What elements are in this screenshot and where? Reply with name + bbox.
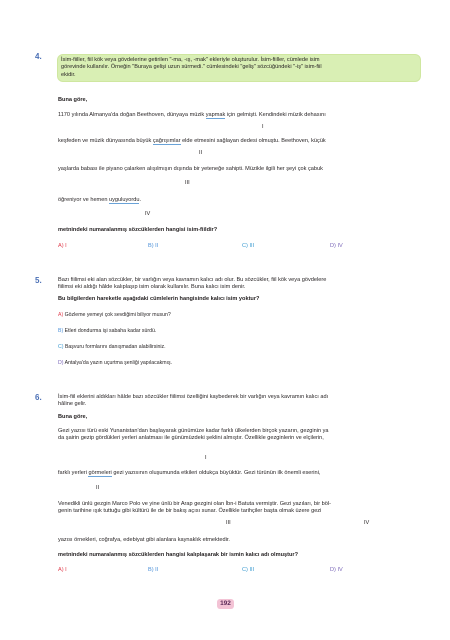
choice-b[interactable]: B) Etleri dondurma işi sabaha kadar sürdü. [58,328,157,334]
passage-block: Venedikli ünlü gezgin Marco Polo ve yine ünlü bir Arap gezgini olan İbn-i Batuta vermiştir. Gezi yazıları, bir böl- genin tarihine ışık tuttuğu gibi kültürü ile de bir bakış açısı sunar. Özellikle tarihçiler başta olmak üzere gezi [58,501,331,515]
info-text: görevinde kullanılır. Örneğin "Buraya gelişi uzun sürmedi." cümlesindeki "geliş" sözcüğündeki "-iş" isim-fiil [61,64,322,71]
passage-line: yazısı örnekleri, coğrafya, edebiyat gibi alanlara kaynaklık etmektedir. [58,537,230,543]
option-b[interactable]: B) II [148,243,159,249]
page-number: 192 [217,599,234,609]
word-marker: II [199,150,203,156]
word-marker: I [262,124,264,130]
info-text: İsim-fiiller, fiil kök veya gövdelerine getirilen "-ma, -ış, -mak" ekleriyle oluşturulur. İsim-fiiller, cümlede isim [61,57,320,63]
passage-line: farklı yerleri görmeleri gezi yazısının oluşumunda etkileri oldukça büyüktür. Gezi türünün ilk önemli eserini, [58,470,321,476]
option-d[interactable]: D) IV [330,243,343,249]
question-text: Bu bilgilerden hareketle aşağıdaki cümlelerin hangisinde kalıcı isim yoktur? [58,296,260,302]
question-number: 5. [35,276,42,285]
passage-line: yaşlarda babası ile piyano çalarken alışılmışın dışında bir yeteneğe sahipti. Müzikle ilgili her şeyi çok çabuk [58,166,323,172]
option-d[interactable]: D) IV [330,567,343,573]
option-c[interactable]: C) III [242,567,255,573]
passage-line: 1170 yılında Almanya'da doğan Beethoven, dünyaya müzik yapmak için gelmişti. Kendindeki müzik dehasını [58,112,326,118]
word-marker: II [96,485,100,491]
word-marker: IV [145,211,151,217]
word-marker: IV [364,520,370,526]
question-text: metnindeki numaralanmış sözcüklerden hangisi kalıplaşarak bir ismin kalıcı adı olmuştur? [58,552,298,558]
choice-d[interactable]: D) Antalya'da yazın uçurtma şenliği yapılacakmış. [58,360,173,366]
info-text-block: İsim-fiil eklerini aldıkları hâlde bazı sözcükler fiilimsi özelliğini kaybederek bir varlığın veya kavramın kalıcı adı hâline gelir. [58,394,329,408]
lead-text: Buna göre, [58,97,88,103]
option-c[interactable]: C) III [242,243,255,249]
numbered-word: görmeleri [88,470,112,476]
word-marker: III [185,180,190,186]
question-number: 4. [35,52,42,61]
word-marker: I [205,455,207,461]
option-b[interactable]: B) II [148,567,159,573]
passage-line: öğreniyor ve hemen uyguluyordu. [58,197,142,203]
numbered-word: yapmak [205,112,226,118]
info-text-block: Bazı fiilimsi eki alan sözcükler, bir varlığın veya kavramın kalıcı adı olur. Bu sözcükler, fiil kök veya gövdelere fiilimsi eki aldığı hâlde kalıplaşıp isim olarak kullanılır. Buna kalıcı isim denir. [58,277,327,291]
lead-text: Buna göre, [58,414,88,420]
choice-a[interactable]: A) Gözleme yemeyi çok sevdiğimi biliyor musun? [58,312,171,318]
passage-block: Gezi yazısı türü eski Yunanistan'dan başlayarak günümüze kadar farklı ülkelerden birçok yazarın, gezginin ya da şairin gezip gördükleri yerleri anlatması ile günümüzdeki şeklini almıştır. Özellikle gezginlerin ve elçilerin, [58,428,329,442]
passage-line: keşfeden ve müzik dünyasında büyük çağrışımlar elde etmesini sağlayan dedesi olmuştu. Beethoven, küçük [58,138,326,144]
option-a[interactable]: A) I [58,243,67,249]
info-box [58,55,420,81]
info-text: ekidir. [61,71,76,78]
option-a[interactable]: A) I [58,567,67,573]
numbered-word: çağrışımlar [152,138,181,144]
question-number: 6. [35,393,42,402]
question-text: metnindeki numaralanmış sözcüklerden hangisi isim-fiildir? [58,227,218,233]
numbered-word: uyguluyordu [109,197,140,203]
choice-c[interactable]: C) Başvuru formlarını danışmadan alabilirsiniz. [58,344,166,350]
word-marker: III [226,520,231,526]
